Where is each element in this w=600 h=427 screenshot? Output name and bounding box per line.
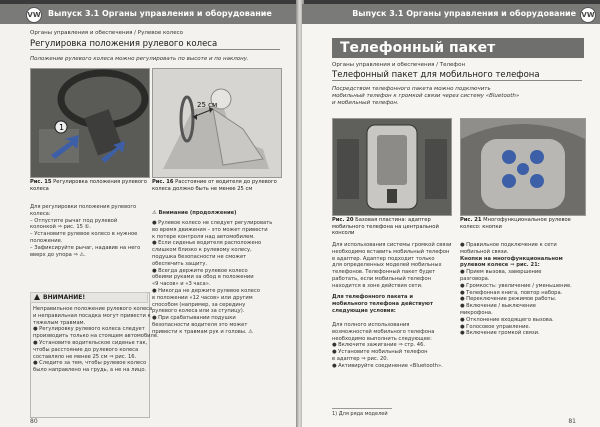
text-line: – Установите рулевое колесо в нужное bbox=[30, 231, 138, 238]
right-col1-list bbox=[332, 322, 450, 370]
text-line: способом (например, за середину bbox=[152, 301, 246, 308]
text-line: ● Голосовое управление. bbox=[460, 323, 531, 330]
right-col1-bold: Для телефонного пакета и мобильного телефона действуют следующие условия: bbox=[332, 294, 433, 314]
text-line: возможностей мобильного телефона bbox=[332, 328, 435, 335]
text-line: Для полного использования bbox=[332, 322, 410, 328]
text-line: работать, если мобильный телефон bbox=[332, 275, 432, 282]
phone-adapter-illustration bbox=[333, 119, 451, 215]
warning-header bbox=[30, 292, 148, 303]
warning-text bbox=[33, 306, 159, 374]
text-line: обеспечить защиту. bbox=[152, 260, 208, 267]
text-line: к потере контроля над автомобилем. bbox=[152, 233, 255, 240]
text-line: и неправильная посадка могут привести к bbox=[33, 312, 151, 319]
text-line: ● Включение громкой связи. bbox=[460, 330, 540, 337]
text-line: ● Отклонение входящего вызова. bbox=[460, 316, 554, 323]
right-col1-text bbox=[332, 242, 450, 290]
text-line: тяжелым травмам. bbox=[33, 319, 86, 326]
text-line: Неправильное положение рулевого колеса bbox=[33, 306, 153, 312]
text-line: рулевого колеса или за ступицу). bbox=[152, 308, 245, 315]
text-line: ● Если сиденье водителя расположено bbox=[152, 240, 262, 247]
right-footnote: 1) Для ряда моделей bbox=[332, 408, 392, 417]
text-line: положение. bbox=[30, 237, 63, 244]
driver-distance-photo bbox=[152, 68, 282, 178]
steering-buttons-illustration bbox=[461, 119, 585, 215]
left-page bbox=[0, 4, 298, 427]
right-big-title: Телефонный пакет bbox=[332, 38, 584, 58]
text-line: чтобы расстояние до рулевого колеса bbox=[33, 346, 139, 353]
text-line: ● Активируйте соединение «Bluetooth». bbox=[332, 362, 443, 369]
text-line: составляло не менее 25 см ⇒ рис. 16. bbox=[33, 353, 137, 360]
steering-buttons-photo bbox=[460, 118, 586, 216]
left-col2-head: ⚠ Внимание (продолжение) bbox=[152, 210, 237, 216]
text-line: Для использования системы громкой связи bbox=[332, 242, 452, 248]
right-intro bbox=[332, 86, 582, 107]
steering-column-illustration bbox=[31, 69, 149, 177]
vw-logo-icon: VW bbox=[26, 7, 42, 23]
text-line: – Отпустите рычаг под рулевой bbox=[30, 217, 118, 224]
right-page bbox=[302, 4, 600, 427]
text-line: ● При срабатывании подушки bbox=[152, 315, 236, 322]
distance-label: 25 см bbox=[197, 101, 218, 109]
callout-one: 1 bbox=[59, 123, 65, 132]
left-col2-text bbox=[152, 220, 280, 336]
text-line: было направлено на грудь, а не на лицо. bbox=[33, 367, 147, 374]
text-line: привести к травмам рук и головы. ⚠ bbox=[152, 328, 253, 335]
right-fig1-caption-text: Базовая пластина: адаптер мобильного телефона на центральной консоли bbox=[332, 217, 439, 236]
fig1-label: Рис. 15 bbox=[30, 179, 52, 185]
vw-logo-icon: VW bbox=[580, 7, 596, 23]
text-line: ● Включите зажигание ⇒ стр. 46. bbox=[332, 342, 426, 349]
text-line: ● Следите за тем, чтобы рулевое колесо bbox=[33, 360, 147, 367]
text-line: микрофона. bbox=[460, 309, 493, 316]
right-col2-text bbox=[460, 242, 584, 337]
text-line: ● Переключение режимов работы. bbox=[460, 296, 557, 303]
text-line: ● Прием вызова, завершение bbox=[460, 269, 542, 276]
text-line: ● Установите мобильный телефон bbox=[332, 349, 428, 356]
right-section-title: Телефонный пакет для мобильного телефона bbox=[332, 70, 582, 81]
text-line: для определенных моделей мобильных bbox=[332, 262, 442, 269]
text-line: необходимо вставить мобильный телефон bbox=[332, 248, 450, 255]
text-line: во время движения – это может привести bbox=[152, 226, 268, 233]
text-line: находится в зоне действия сети. bbox=[332, 282, 423, 289]
right-fig2-label: Рис. 21 bbox=[460, 217, 482, 223]
fig1-caption bbox=[30, 179, 148, 192]
text-line: обеими руками за обод в положении bbox=[152, 274, 254, 281]
right-fig1-label: Рис. 20 bbox=[332, 217, 354, 223]
warning-triangle-icon bbox=[34, 294, 40, 300]
text-line: слишком близко к рулевому колесу, bbox=[152, 247, 252, 254]
text-line: мобильной связи. bbox=[460, 248, 509, 255]
steering-adjust-photo bbox=[30, 68, 150, 178]
right-page-number: 81 bbox=[568, 418, 576, 425]
phone-adapter-photo bbox=[332, 118, 452, 216]
text-line: рулевом колесе ⇒ рис. 21: bbox=[460, 262, 540, 269]
text-line: производить только на стоящем автомобиле. bbox=[33, 333, 159, 340]
text-line: колеса: bbox=[30, 210, 51, 217]
warning-label: ВНИМАНИЕ! bbox=[43, 294, 86, 301]
right-header-bar: Выпуск 3.1 Органы управления и оборудование bbox=[302, 4, 600, 24]
text-line: ● Включение / выключение bbox=[460, 303, 536, 310]
right-fig2-caption-text: Многофункциональное рулевое колесо: кнопки bbox=[460, 217, 571, 230]
text-line: и мобильный телефон. bbox=[332, 100, 399, 106]
right-breadcrumb: Органы управления и обеспечения / Телефон bbox=[332, 62, 466, 68]
right-fig1-caption bbox=[332, 217, 450, 237]
text-line: – Зафиксируйте рычаг, надавив на него bbox=[30, 244, 141, 251]
text-line: ● Установите водительское сиденье так, bbox=[33, 339, 148, 346]
fig1-caption-text: Регулировка положения рулевого колеса bbox=[30, 179, 147, 192]
text-line: Для регулировки положения рулевого bbox=[30, 204, 137, 210]
left-section-title: Регулировка положения рулевого колеса bbox=[30, 39, 280, 50]
left-header-bar: Выпуск 3.1 Органы управления и оборудование bbox=[0, 4, 298, 24]
text-line: ● Рулевое колесо не следует регулировать bbox=[152, 220, 273, 226]
text-line: «9 часов» и «3 часа». bbox=[152, 281, 211, 288]
text-line: телефонов. Телефонный пакет будет bbox=[332, 269, 436, 276]
text-line: безопасности водителя это может bbox=[152, 321, 248, 328]
text-line: вверх до упора ⇒ ⚠. bbox=[30, 251, 86, 258]
right-fig2-caption bbox=[460, 217, 584, 230]
text-line: ● Никогда не держите рулевое колесо bbox=[152, 287, 260, 294]
left-col1-text bbox=[30, 204, 148, 258]
text-line: мобильный телефон к громкой связи через систему «Bluetooth» bbox=[332, 93, 520, 99]
text-line: ● Правильное подключение к сети bbox=[460, 242, 557, 248]
text-line: ● Телефонная книга, повтор набора. bbox=[460, 289, 563, 296]
driver-seat-illustration bbox=[153, 69, 281, 177]
text-line: ● Всегда держите рулевое колесо bbox=[152, 267, 248, 274]
text-line: ● Громкость: увеличение / уменьшение. bbox=[460, 282, 572, 289]
fig2-label: Рис. 16 bbox=[152, 179, 174, 185]
text-line: необходимо выполнить следующее: bbox=[332, 335, 432, 342]
text-line: ● Регулировку рулевого колеса следует bbox=[33, 326, 145, 333]
text-line: колонкой ⇒ рис. 15 ①. bbox=[30, 224, 91, 231]
text-line: разговора. bbox=[460, 275, 490, 282]
text-line: Посредством телефонного пакета можно подключить bbox=[332, 86, 491, 92]
text-line: Кнопки на многофункциональном bbox=[460, 255, 563, 262]
left-breadcrumb: Органы управления и обеспечения / Рулевое колесо bbox=[30, 30, 183, 36]
fig2-caption bbox=[152, 179, 280, 192]
left-intro: Положение рулевого колеса можно регулировать по высоте и по наклону. bbox=[30, 56, 249, 62]
text-line: в положении «12 часов» или другим bbox=[152, 294, 253, 301]
fig2-caption-text: Расстояние от водителя до рулевого колеса должно быть не менее 25 см bbox=[152, 179, 277, 192]
text-line: подушка безопасности не сможет bbox=[152, 253, 247, 260]
text-line: в адаптер ⇒ рис. 20. bbox=[332, 355, 389, 362]
text-line: в адаптер. Адаптер подходит только bbox=[332, 255, 435, 262]
left-page-number: 80 bbox=[30, 418, 38, 425]
